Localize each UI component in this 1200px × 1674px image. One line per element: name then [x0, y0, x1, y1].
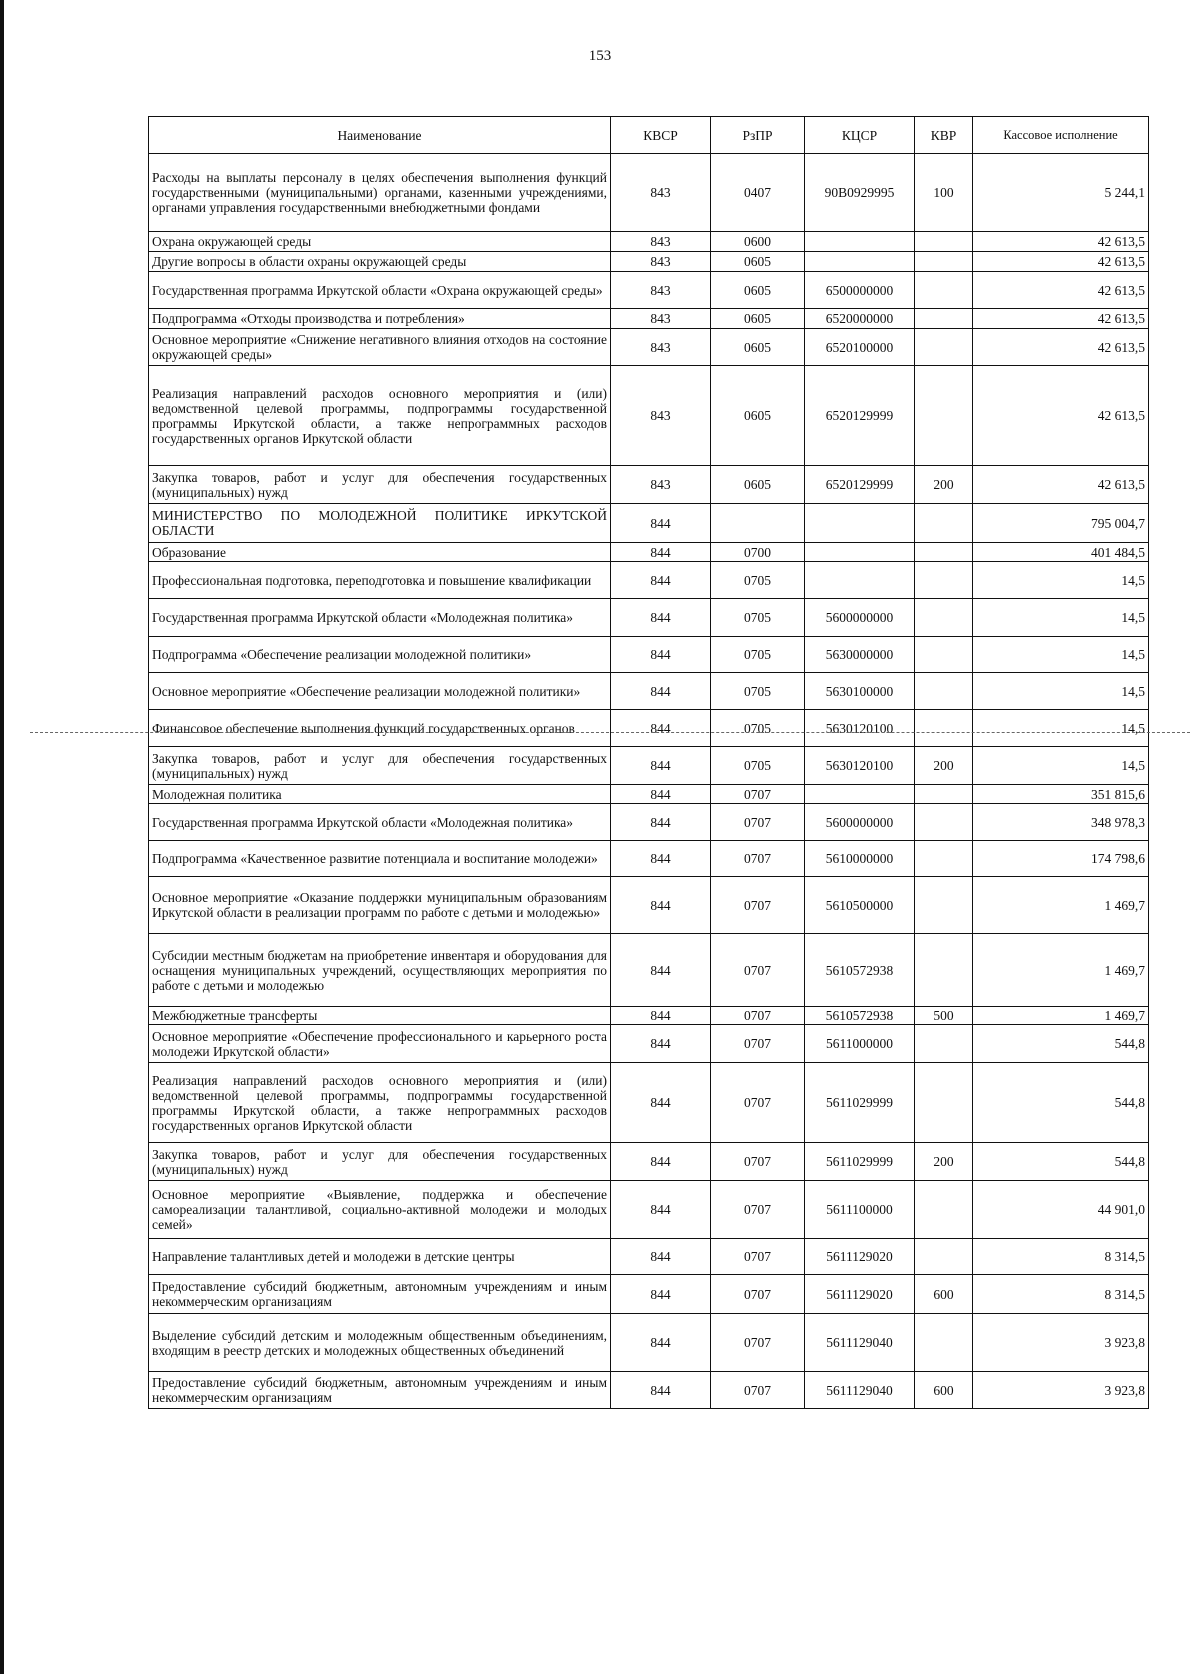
- cell-name: Государственная программа Иркутской области «Молодежная политика»: [149, 599, 611, 637]
- cell-rzpr: 0707: [711, 1143, 805, 1181]
- cell-rzpr: 0600: [711, 232, 805, 252]
- cell-name: Основное мероприятие «Обеспечение реализации молодежной политики»: [149, 673, 611, 710]
- cell-kcsr: 5630120100: [805, 710, 915, 747]
- cell-rzpr: 0705: [711, 562, 805, 599]
- table-row: [149, 1239, 1149, 1275]
- cell-kvr: [915, 329, 973, 366]
- cell-kcsr: 5611129020: [805, 1275, 915, 1314]
- cell-rzpr: 0605: [711, 466, 805, 504]
- cell-kcsr: 5611100000: [805, 1181, 915, 1239]
- cell-rzpr: 0707: [711, 934, 805, 1007]
- cell-amount: 42 613,5: [973, 252, 1149, 272]
- cell-rzpr: 0707: [711, 841, 805, 877]
- cell-kvr: 500: [915, 1007, 973, 1025]
- cell-kvsr: 843: [611, 252, 711, 272]
- cell-kvr: [915, 804, 973, 841]
- cell-amount: 14,5: [973, 599, 1149, 637]
- cell-kvr: [915, 599, 973, 637]
- table-row: [149, 637, 1149, 673]
- cell-rzpr: 0707: [711, 1063, 805, 1143]
- table-row: [149, 934, 1149, 1007]
- cell-rzpr: 0705: [711, 673, 805, 710]
- cell-rzpr: 0707: [711, 877, 805, 934]
- header-rzpr: РзПР: [711, 117, 805, 154]
- cell-kcsr: 6520000000: [805, 309, 915, 329]
- cell-rzpr: 0705: [711, 637, 805, 673]
- cell-kvsr: 844: [611, 841, 711, 877]
- cell-kcsr: 5610000000: [805, 841, 915, 877]
- cell-kvr: [915, 1239, 973, 1275]
- cell-kcsr: [805, 252, 915, 272]
- cell-rzpr: 0707: [711, 804, 805, 841]
- cell-rzpr: 0700: [711, 543, 805, 562]
- cell-rzpr: 0707: [711, 1007, 805, 1025]
- cell-name: Подпрограмма «Качественное развитие потенциала и воспитание молодежи»: [149, 841, 611, 877]
- table-row: [149, 1372, 1149, 1409]
- cell-kvr: [915, 309, 973, 329]
- scan-edge-bar: [0, 0, 4, 1674]
- cell-kvr: [915, 252, 973, 272]
- table-row: [149, 1275, 1149, 1314]
- cell-kvsr: 844: [611, 1025, 711, 1063]
- cell-kvsr: 844: [611, 543, 711, 562]
- table-row: [149, 1063, 1149, 1143]
- cell-name: Другие вопросы в области охраны окружающей среды: [149, 252, 611, 272]
- cell-amount: 3 923,8: [973, 1372, 1149, 1409]
- cell-kvr: [915, 637, 973, 673]
- cell-kvr: [915, 232, 973, 252]
- cell-kcsr: [805, 232, 915, 252]
- cell-kvsr: 843: [611, 309, 711, 329]
- cell-amount: 8 314,5: [973, 1239, 1149, 1275]
- cell-kcsr: 5611129020: [805, 1239, 915, 1275]
- cell-amount: 44 901,0: [973, 1181, 1149, 1239]
- cell-kvr: [915, 877, 973, 934]
- cell-kvr: 600: [915, 1372, 973, 1409]
- table-row: [149, 466, 1149, 504]
- cell-kvr: 600: [915, 1275, 973, 1314]
- cell-kcsr: 6500000000: [805, 272, 915, 309]
- cell-kvr: [915, 785, 973, 804]
- cell-name: Закупка товаров, работ и услуг для обеспечения государственных (муниципальных) нужд: [149, 466, 611, 504]
- cell-amount: 42 613,5: [973, 272, 1149, 309]
- cell-rzpr: 0705: [711, 599, 805, 637]
- cell-rzpr: [711, 504, 805, 543]
- header-kcsr: КЦСР: [805, 117, 915, 154]
- cell-kvr: [915, 504, 973, 543]
- cell-kcsr: 5611029999: [805, 1143, 915, 1181]
- cell-name: Предоставление субсидий бюджетным, автономным учреждениям и иным некоммерческим организациям: [149, 1372, 611, 1409]
- cell-kvr: 200: [915, 1143, 973, 1181]
- table-row: [149, 154, 1149, 232]
- cell-kvr: [915, 366, 973, 466]
- cell-kcsr: 5610572938: [805, 934, 915, 1007]
- cell-rzpr: 0605: [711, 366, 805, 466]
- cell-rzpr: 0707: [711, 1239, 805, 1275]
- cell-kvr: [915, 543, 973, 562]
- header-row: [149, 117, 1149, 154]
- budget-execution-table: [148, 116, 1149, 1409]
- table-header: [149, 117, 1149, 154]
- cell-kvsr: 843: [611, 466, 711, 504]
- cell-kvsr: 844: [611, 1063, 711, 1143]
- cell-kvsr: 843: [611, 232, 711, 252]
- cell-kvsr: 844: [611, 785, 711, 804]
- cell-name: Основное мероприятие «Обеспечение профессионального и карьерного роста молодежи Иркутской области»: [149, 1025, 611, 1063]
- cell-amount: 351 815,6: [973, 785, 1149, 804]
- cell-kcsr: 5610572938: [805, 1007, 915, 1025]
- cell-name: Подпрограмма «Обеспечение реализации молодежной политики»: [149, 637, 611, 673]
- table-row: [149, 366, 1149, 466]
- cell-kvr: 200: [915, 466, 973, 504]
- cell-kcsr: [805, 504, 915, 543]
- table-row: [149, 272, 1149, 309]
- cell-rzpr: 0707: [711, 1025, 805, 1063]
- cell-rzpr: 0707: [711, 1314, 805, 1372]
- cell-rzpr: 0707: [711, 1372, 805, 1409]
- cell-kvsr: 844: [611, 804, 711, 841]
- cell-kvr: [915, 673, 973, 710]
- cell-name: Реализация направлений расходов основного мероприятия и (или) ведомственной целевой программы, подпрограммы государственной программы Иркутской области, а также непрограммных расходов государственных органов Иркутской области: [149, 1063, 611, 1143]
- cell-kcsr: [805, 785, 915, 804]
- page-number: 153: [588, 48, 612, 64]
- cell-rzpr: 0605: [711, 272, 805, 309]
- cell-name: Межбюджетные трансферты: [149, 1007, 611, 1025]
- cell-kcsr: [805, 562, 915, 599]
- cell-amount: 14,5: [973, 710, 1149, 747]
- cell-amount: 174 798,6: [973, 841, 1149, 877]
- cell-kvr: [915, 1314, 973, 1372]
- cell-kvr: [915, 272, 973, 309]
- table-row: [149, 252, 1149, 272]
- cell-name: Закупка товаров, работ и услуг для обеспечения государственных (муниципальных) нужд: [149, 1143, 611, 1181]
- table-row: [149, 1143, 1149, 1181]
- cell-name: Выделение субсидий детским и молодежным общественным объединениям, входящим в реестр детских и молодежных общественных объединений: [149, 1314, 611, 1372]
- cell-amount: 42 613,5: [973, 466, 1149, 504]
- cell-amount: 42 613,5: [973, 232, 1149, 252]
- cell-kcsr: 5600000000: [805, 804, 915, 841]
- cell-amount: 5 244,1: [973, 154, 1149, 232]
- cell-kcsr: 6520129999: [805, 466, 915, 504]
- cell-amount: 14,5: [973, 673, 1149, 710]
- cell-kvr: [915, 710, 973, 747]
- cell-kvsr: 843: [611, 366, 711, 466]
- cell-amount: 544,8: [973, 1143, 1149, 1181]
- cell-name: Государственная программа Иркутской области «Охрана окружающей среды»: [149, 272, 611, 309]
- cell-kvsr: 843: [611, 272, 711, 309]
- cell-kvr: 200: [915, 747, 973, 785]
- cell-name: Государственная программа Иркутской области «Молодежная политика»: [149, 804, 611, 841]
- cell-kvsr: 844: [611, 710, 711, 747]
- budget-table-container: [148, 116, 1148, 1409]
- table-row: [149, 329, 1149, 366]
- header-kvr: КВР: [915, 117, 973, 154]
- cell-kvsr: 844: [611, 1181, 711, 1239]
- cell-amount: 42 613,5: [973, 309, 1149, 329]
- cell-amount: 1 469,7: [973, 1007, 1149, 1025]
- cell-amount: 401 484,5: [973, 543, 1149, 562]
- cell-kvr: [915, 1181, 973, 1239]
- cell-kcsr: 90В0929995: [805, 154, 915, 232]
- table-row: [149, 785, 1149, 804]
- cell-kcsr: 5600000000: [805, 599, 915, 637]
- cell-name: МИНИСТЕРСТВО ПО МОЛОДЕЖНОЙ ПОЛИТИКЕ ИРКУТСКОЙ ОБЛАСТИ: [149, 504, 611, 543]
- cell-amount: 1 469,7: [973, 934, 1149, 1007]
- cell-kvr: [915, 562, 973, 599]
- cell-kvsr: 844: [611, 1275, 711, 1314]
- cell-rzpr: 0605: [711, 329, 805, 366]
- cell-kvsr: 844: [611, 637, 711, 673]
- cell-kcsr: 5630100000: [805, 673, 915, 710]
- table-row: [149, 877, 1149, 934]
- cell-amount: 14,5: [973, 562, 1149, 599]
- cell-kvsr: 844: [611, 934, 711, 1007]
- cell-kcsr: 5630000000: [805, 637, 915, 673]
- table-row: [149, 1025, 1149, 1063]
- cell-amount: 544,8: [973, 1025, 1149, 1063]
- cell-rzpr: 0705: [711, 710, 805, 747]
- table-row: [149, 309, 1149, 329]
- cell-name: Молодежная политика: [149, 785, 611, 804]
- cell-name: Основное мероприятие «Оказание поддержки муниципальным образованиям Иркутской области в реализации программ по работе с детьми и молодежью»: [149, 877, 611, 934]
- cell-name: Расходы на выплаты персоналу в целях обеспечения выполнения функций государственными (муниципальными) органами, казенными учреждениями, органами управления государственными внебюджетными фондами: [149, 154, 611, 232]
- table-body: [149, 154, 1149, 1409]
- cell-kcsr: 6520129999: [805, 366, 915, 466]
- cell-name: Основное мероприятие «Выявление, поддержка и обеспечение самореализации талантливой, социально-активной молодежи и молодых семей»: [149, 1181, 611, 1239]
- cell-name: Основное мероприятие «Снижение негативного влияния отходов на состояние окружающей среды»: [149, 329, 611, 366]
- cell-rzpr: 0707: [711, 1275, 805, 1314]
- cell-kcsr: 5611129040: [805, 1314, 915, 1372]
- table-row: [149, 747, 1149, 785]
- table-row: [149, 673, 1149, 710]
- cell-kcsr: 5611129040: [805, 1372, 915, 1409]
- cell-kvr: [915, 841, 973, 877]
- cell-kcsr: 5611000000: [805, 1025, 915, 1063]
- cell-name: Образование: [149, 543, 611, 562]
- cell-kcsr: [805, 543, 915, 562]
- table-row: [149, 841, 1149, 877]
- cell-name: Субсидии местным бюджетам на приобретение инвентаря и оборудования для оснащения муниципальных учреждений, осуществляющих мероприятия по работе с детьми и молодежью: [149, 934, 611, 1007]
- header-name: Наименование: [149, 117, 611, 154]
- table-row: [149, 1181, 1149, 1239]
- cell-amount: 8 314,5: [973, 1275, 1149, 1314]
- cell-rzpr: 0707: [711, 1181, 805, 1239]
- cell-kvr: [915, 934, 973, 1007]
- cell-name: Реализация направлений расходов основного мероприятия и (или) ведомственной целевой программы, подпрограммы государственной программы Иркутской области, а также непрограммных расходов государственных органов Иркутской области: [149, 366, 611, 466]
- cell-amount: 42 613,5: [973, 329, 1149, 366]
- cell-kvsr: 844: [611, 1143, 711, 1181]
- cell-name: Предоставление субсидий бюджетным, автономным учреждениям и иным некоммерческим организациям: [149, 1275, 611, 1314]
- table-row: [149, 232, 1149, 252]
- cell-amount: 544,8: [973, 1063, 1149, 1143]
- table-row: [149, 710, 1149, 747]
- cell-rzpr: 0605: [711, 252, 805, 272]
- cell-amount: 795 004,7: [973, 504, 1149, 543]
- cell-name: Финансовое обеспечение выполнения функций государственных органов: [149, 710, 611, 747]
- cell-amount: 1 469,7: [973, 877, 1149, 934]
- cell-kvsr: 844: [611, 1007, 711, 1025]
- cell-kvsr: 844: [611, 562, 711, 599]
- cell-kcsr: 5630120100: [805, 747, 915, 785]
- cell-kvsr: 843: [611, 329, 711, 366]
- cell-kcsr: 6520100000: [805, 329, 915, 366]
- cell-rzpr: 0605: [711, 309, 805, 329]
- table-row: [149, 1314, 1149, 1372]
- cell-kvr: 100: [915, 154, 973, 232]
- cell-name: Подпрограмма «Отходы производства и потребления»: [149, 309, 611, 329]
- table-row: [149, 804, 1149, 841]
- table-row: [149, 562, 1149, 599]
- cell-kvr: [915, 1063, 973, 1143]
- header-execution: Кассовое исполнение: [973, 117, 1149, 154]
- cell-rzpr: 0707: [711, 785, 805, 804]
- cell-name: Охрана окружающей среды: [149, 232, 611, 252]
- cell-amount: 348 978,3: [973, 804, 1149, 841]
- cell-amount: 14,5: [973, 747, 1149, 785]
- cell-kcsr: 5611029999: [805, 1063, 915, 1143]
- cell-kvsr: 844: [611, 673, 711, 710]
- cell-rzpr: 0705: [711, 747, 805, 785]
- cell-name: Закупка товаров, работ и услуг для обеспечения государственных (муниципальных) нужд: [149, 747, 611, 785]
- table-row: [149, 1007, 1149, 1025]
- cell-kvsr: 844: [611, 599, 711, 637]
- table-row: [149, 543, 1149, 562]
- cell-name: Профессиональная подготовка, переподготовка и повышение квалификации: [149, 562, 611, 599]
- cell-kcsr: 5610500000: [805, 877, 915, 934]
- cell-kvsr: 844: [611, 1372, 711, 1409]
- cell-kvsr: 844: [611, 747, 711, 785]
- table-row: [149, 504, 1149, 543]
- cell-amount: 3 923,8: [973, 1314, 1149, 1372]
- header-kvsr: КВСР: [611, 117, 711, 154]
- cell-kvr: [915, 1025, 973, 1063]
- scan-artifact-line: [30, 732, 1190, 733]
- table-row: [149, 599, 1149, 637]
- cell-kvsr: 844: [611, 1239, 711, 1275]
- cell-amount: 42 613,5: [973, 366, 1149, 466]
- cell-name: Направление талантливых детей и молодежи в детские центры: [149, 1239, 611, 1275]
- cell-amount: 14,5: [973, 637, 1149, 673]
- cell-kvsr: 843: [611, 154, 711, 232]
- cell-kvsr: 844: [611, 1314, 711, 1372]
- cell-kvsr: 844: [611, 877, 711, 934]
- cell-kvsr: 844: [611, 504, 711, 543]
- cell-rzpr: 0407: [711, 154, 805, 232]
